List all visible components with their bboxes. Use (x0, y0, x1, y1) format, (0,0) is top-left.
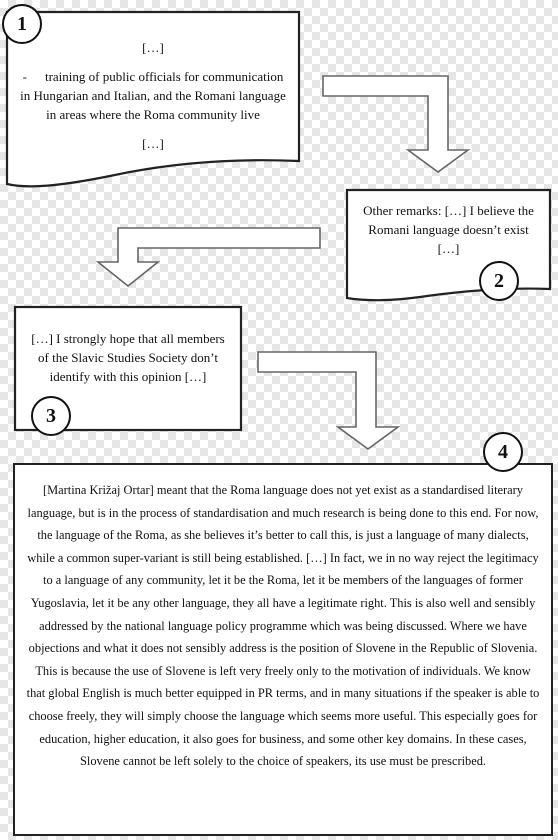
step-1-ellipsis-top: […] (142, 40, 164, 55)
step-4-number-badge: 4 (483, 432, 523, 472)
arrow-1-to-2 (323, 76, 468, 172)
step-2-box (347, 190, 550, 300)
step-4-text: [Martina Križaj Ortar] meant that the Roma language does not yet exist as a standardised literary language, but is in the process of standardisation and much research is being done to this end. For now, the language of the Roma, as she believes it’s better to call this, is just a language of many dialects, while a common super-variant is still being established. […] In fact, we in no way reject the legitimacy to a language of any community, let it be the Roma, let it be members of the languages of former Yugoslavia, let it be any other language, they all have a legitimate right. This is also well and sensibly addressed by the national language policy programme which was being discussed. Where we have objections and what it does not sensibly address is the position of Slovene in the Republic of Slovenia. This is because the use of Slovene is left very freely only to the motivation of individuals. We know that global English is much better equipped in PR terms, and in many situations if the speaker is able to choose freely, they will simply choose the language which seems more useful. This especially goes for education, higher education, it also goes for business, and some other key domains. In these cases, Slovene cannot be left solely to the choice of speakers, its use must be prescribed. (26, 483, 540, 769)
step-1-dash: - (22, 69, 27, 84)
step-2-number-badge: 2 (479, 261, 519, 301)
arrow-3-to-4 (258, 352, 398, 449)
step-3-text: […] I strongly hope that all members of the Slavic Studies Society don’t identify with this opinion […] (31, 331, 225, 384)
step-1-text: training of public officials for communication in Hungarian and Italian, and the Romani language in areas where the Roma community live (20, 69, 286, 122)
step-1-ellipsis-bottom: […] (142, 136, 164, 151)
step-1-bullet (19, 67, 287, 124)
step-3-number-badge: 3 (31, 396, 71, 436)
step-4-box (13, 463, 553, 836)
arrow-2-to-3 (98, 228, 320, 286)
step-1-box (7, 12, 299, 187)
step-2-text: Other remarks: […] I believe the Romani language doesn’t exist […] (363, 202, 534, 256)
step-1-number-badge: 1 (2, 4, 42, 44)
